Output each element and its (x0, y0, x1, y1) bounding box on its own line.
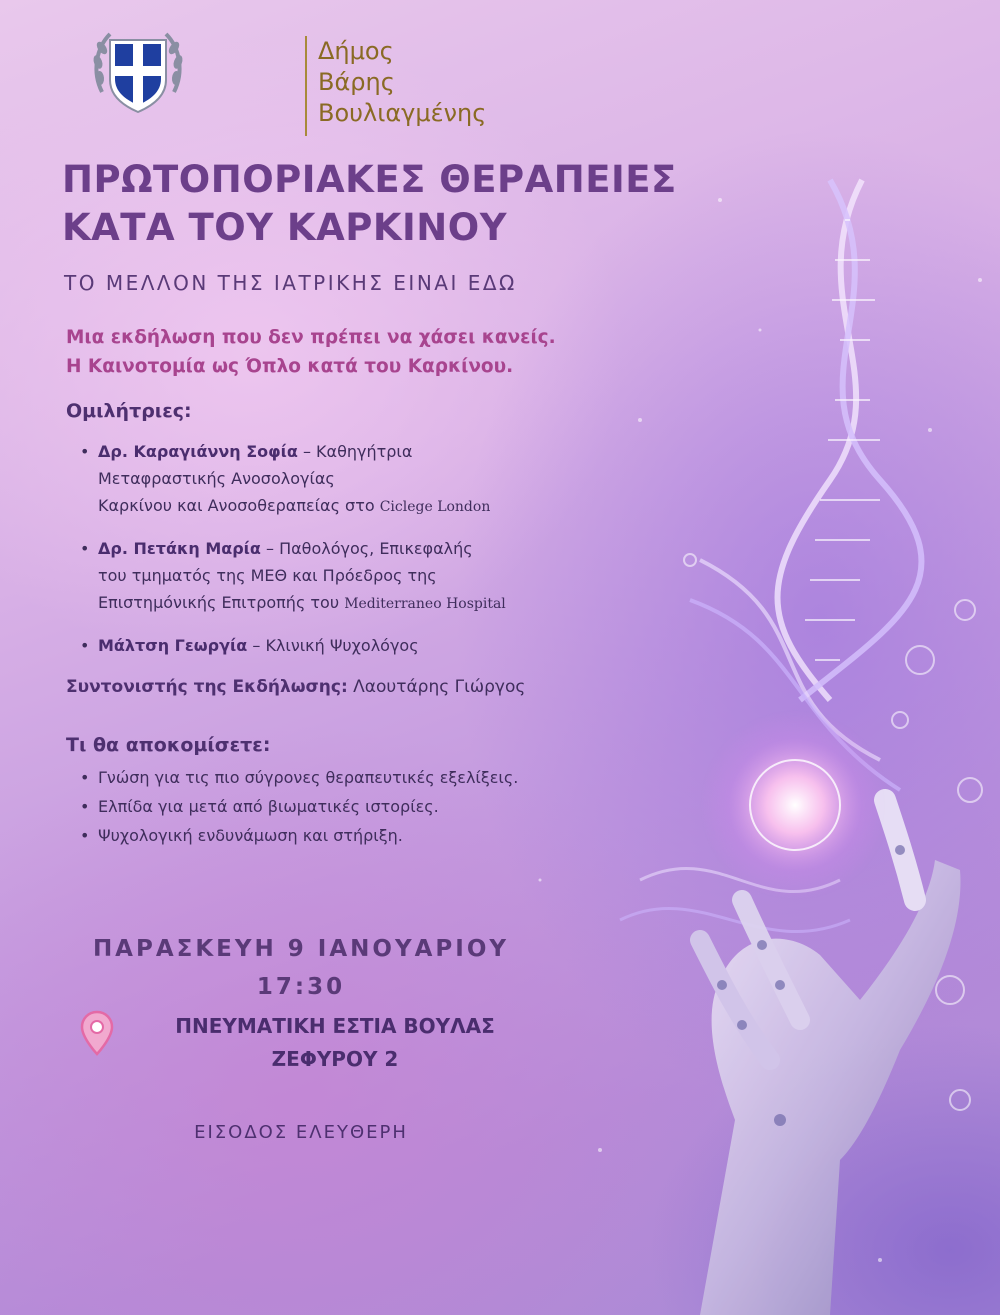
event-subtitle: ΤΟ ΜΕΛΛΟΝ ΤΗΣ ΙΑΤΡΙΚΗΣ ΕΙΝΑΙ ΕΔΩ (64, 271, 517, 295)
logo-line-3: Βουλιαγμένης (318, 99, 487, 127)
benefits-list (76, 763, 518, 850)
benefit-item (76, 792, 518, 821)
speaker-name: Δρ. Καραγιάννη Σοφία (98, 442, 298, 461)
municipality-name (318, 36, 486, 129)
speaker-role: – Καθηγήτρια (297, 442, 413, 461)
speaker-role-line: Μεταφραστικής Ανοσολογίας (98, 469, 335, 488)
coordinator-label: Συντονιστής της Εκδήλωσης: (66, 677, 348, 697)
bullet-icon: • (80, 797, 90, 816)
greek-coat-of-arms-icon (88, 22, 188, 122)
speaker-role-line: του τμηματός της ΜΕΘ και Πρόεδρος της (98, 566, 437, 585)
intro-text (66, 323, 556, 381)
bullet-icon: • (80, 442, 90, 461)
speaker-name: Δρ. Πετάκη Μαρία (98, 539, 261, 558)
speaker-item (76, 438, 636, 521)
bullet-icon: • (80, 768, 90, 787)
free-entry-note: ΕΙΣΟΔΟΣ ΕΛΕΥΘΕΡΗ (194, 1122, 408, 1143)
speaker-item (76, 632, 636, 659)
benefit-text: Ελπίδα για μετά από βιωματικές ιστορίες. (98, 797, 439, 816)
speakers-heading: Ομιλήτριες: (66, 400, 192, 422)
benefits-heading: Τι θα αποκομίσετε: (66, 734, 271, 756)
speaker-role-line: Επιστημόνικής Επιτροπής του (98, 593, 345, 612)
logo-line-2: Βάρης (318, 68, 395, 96)
speakers-list (76, 438, 636, 673)
benefit-text: Γνώση για τις πιο σύγρονες θεραπευτικές εξελίξεις. (98, 768, 519, 787)
speaker-role: – Κλινική Ψυχολόγος (247, 636, 419, 655)
speaker-institution: Ciclege London (379, 499, 491, 515)
venue-name: ΠΝΕΥΜΑΤΙΚΗ ΕΣΤΙΑ ΒΟΥΛΑΣ (175, 1014, 495, 1038)
municipality-logo (88, 22, 487, 127)
logo-divider (305, 36, 307, 136)
logo-line-1: Δήμος (318, 37, 394, 65)
speaker-role: – Παθολόγος, Επικεφαλής (260, 539, 473, 558)
bullet-icon: • (80, 826, 90, 845)
location-pin-icon (80, 1010, 114, 1056)
event-date: ΠΑΡΑΣΚΕΥΗ 9 ΙΑΝΟΥΑΡΙΟΥ (92, 936, 510, 962)
speaker-name: Μάλτση Γεωργία (98, 636, 248, 655)
speaker-institution: Mediterraneo Hospital (344, 596, 506, 612)
venue-address (130, 1010, 540, 1076)
event-datetime (66, 930, 536, 1006)
bullet-icon: • (80, 636, 90, 655)
speaker-item (76, 535, 636, 618)
title-line-1: ΠΡΩΤΟΠΟΡΙΑΚΕΣ ΘΕΡΑΠΕΙΕΣ (62, 158, 677, 201)
venue-street: ΖΕΦΥΡΟΥ 2 (271, 1047, 399, 1071)
coordinator-line (66, 677, 525, 697)
intro-line-1: Μια εκδήλωση που δεν πρέπει να χάσει κανείς. (66, 327, 556, 348)
title-line-2: ΚΑΤΑ ΤΟΥ ΚΑΡΚΙΝΟΥ (62, 206, 508, 249)
coordinator-name: Λαουτάρης Γιώργος (347, 677, 526, 697)
bullet-icon: • (80, 539, 90, 558)
intro-line-2: Η Καινοτομία ως Όπλο κατά του Καρκίνου. (66, 356, 514, 377)
event-title (62, 156, 677, 252)
event-time: 17:30 (256, 974, 346, 1000)
speaker-role-line: Καρκίνου και Ανοσοθεραπείας στο (98, 496, 380, 515)
benefit-item (76, 821, 518, 850)
benefit-text: Ψυχολογική ενδυνάμωση και στήριξη. (98, 826, 403, 845)
benefit-item (76, 763, 518, 792)
